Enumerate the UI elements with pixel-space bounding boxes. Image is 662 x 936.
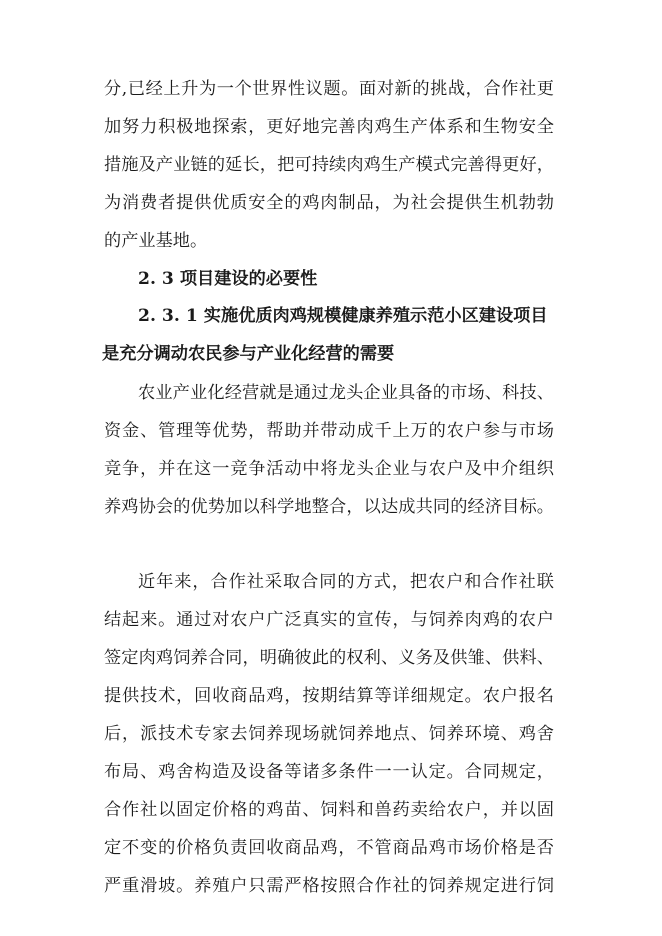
text-line: 措施及产业链的延长，把可持续肉鸡生产模式完善得更好，: [104, 155, 554, 175]
heading-line: 2. 3. 1 实施优质肉鸡规模健康养殖示范小区建设项目: [138, 306, 548, 326]
text-line: 加努力积极地探索，更好地完善肉鸡生产体系和生物安全: [104, 117, 554, 137]
text-line: 的产业基地。: [104, 231, 208, 251]
text-line: 合作社以固定价格的鸡苗、饲料和兽药卖给农户，并以固: [104, 800, 554, 820]
section-heading-2-3: 2. 3 项目建设的必要性: [138, 269, 318, 289]
heading-line: 是充分调动农民参与产业化经营的需要: [102, 344, 395, 364]
text-line: 资金、管理等优势，帮助并带动成千上万的农户参与市场: [104, 421, 554, 441]
text-line: 后，派技术专家去饲养现场就饲养地点、饲养环境、鸡舍: [104, 724, 554, 744]
text-line: 结起来。通过对农户广泛真实的宣传，与饲养肉鸡的农户: [104, 610, 554, 630]
text-line: 提供技术，回收商品鸡，按期结算等详细规定。农户报名: [104, 686, 554, 706]
text-line: 分,已经上升为一个世界性议题。面对新的挑战，合作社更: [104, 79, 554, 99]
text-line: 竞争，并在这一竞争活动中将龙头企业与农户及中介组织: [104, 459, 554, 479]
text-line: 布局、鸡舍构造及设备等诸多条件一一认定。合同规定，: [104, 762, 554, 782]
text-line: 定不变的价格负责回收商品鸡，不管商品鸡市场价格是否: [104, 838, 554, 858]
text-line: 为消费者提供优质安全的鸡肉制品，为社会提供生机勃勃: [104, 193, 554, 213]
text-line: 签定肉鸡饲养合同，明确彼此的权利、义务及供雏、供料、: [104, 648, 554, 668]
text-line: 近年来，合作社采取合同的方式，把农户和合作社联: [138, 572, 554, 592]
text-line: 农业产业化经营就是通过龙头企业具备的市场、科技、: [138, 383, 554, 403]
text-line: 养鸡协会的优势加以科学地整合，以达成共同的经济目标。: [104, 497, 554, 517]
text-line: 严重滑坡。养殖户只需严格按照合作社的饲养规定进行饲: [104, 876, 554, 896]
